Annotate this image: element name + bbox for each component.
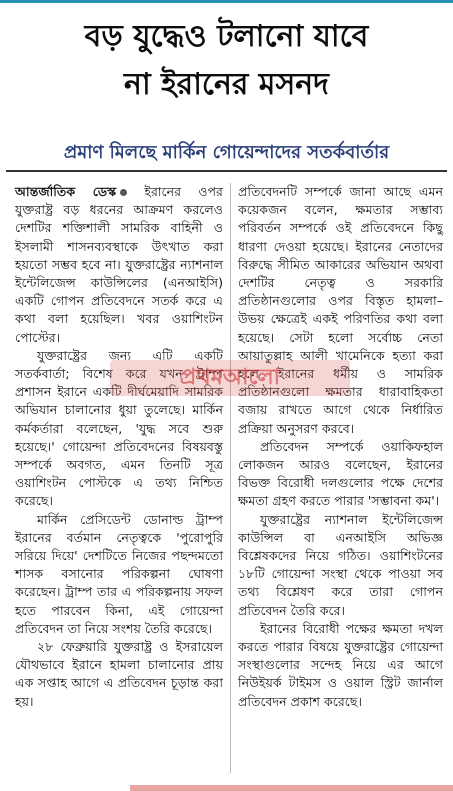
- article-column-left: [15, 183, 223, 711]
- subheadline: প্রমাণ মিলছে মার্কিন গোয়েন্দাদের সতর্কবার্তার: [63, 142, 390, 163]
- article-column-right: [238, 183, 443, 711]
- bullet-icon: [120, 189, 127, 196]
- paragraph: [15, 183, 223, 347]
- paragraph: প্রতিবেদনটি সম্পর্কে জানা আছে এমন কয়েকজন বলেন, ক্ষমতার সম্ভাব্য পরিবর্তন সম্পর্কে ওই প্রতিবেদনে কিছু ধারণা দেওয়া হয়েছে। ইরানের নেতাদের বিরুদ্ধে সীমিত আকারের অভিযান অথবা দেশটির নেতৃত্ব ও সরকারি প্রতিষ্ঠানগুলোর ওপর বিস্তৃত হামলা– উভয় ক্ষেত্রেই একই পরিণতির কথা বলা হয়েছে। সেটা হলো সর্বোচ্চ নেতা আয়াতুল্লাহ আলী খামেনিকে হত্যা করা হলে ইরানের ধর্মীয় ও সামরিক প্রতিষ্ঠানগুলো ক্ষমতার ধারাবাহিকতা বজায় রাখতে আগে থেকে নির্ধারিত প্রক্রিয়া অনুসরণ করবে।: [238, 184, 443, 436]
- paragraph: যুক্তরাষ্ট্রের ন্যাশনাল ইন্টেলিজেন্স কাউন্সিল বা এনআইসি অভিজ্ঞ বিশ্লেষকদের নিয়ে গঠিত। ওয়াশিংটনের ১৮টি গোয়েন্দা সংস্থা থেকে পাওয়া সব তথ্য বিশ্লেষণ করে তারা গোপন প্রতিবেদন তৈরি করে।: [238, 511, 443, 618]
- column-divider: [230, 183, 231, 773]
- dateline: আন্তর্জাতিক ডেস্ক: [15, 184, 117, 199]
- paragraph: প্রতিবেদন সম্পর্কে ওয়াকিফহাল লোকজন আরও বলেছেন, ইরানের বিভক্ত বিরোধী দলগুলোর পক্ষে দেশের ক্ষমতা গ্রহণ করতে পারার 'সম্ভাবনা কম'।: [238, 438, 443, 509]
- bottom-image-strip: [130, 785, 453, 791]
- headline-line-1: বড় যুদ্ধেও টলানো যাবে: [84, 19, 369, 54]
- paragraph-text: ইরানের ওপর যুক্তরাষ্ট্র বড় ধরনের আক্রমণ করলেও দেশটির শক্তিশালী সামরিক বাহিনী ও ইসলামী শাসনব্যবস্থাকে উৎখাত করা হয়তো সম্ভব হবে না। যুক্তরাষ্ট্রের ন্যাশনাল ইন্টেলিজেন্স কাউন্সিলের (এনআইসি) একটি গোপন প্রতিবেদনে সতর্ক করে এ কথা বলা হয়েছিল। খবর ওয়াশিংটন পোস্টের।: [15, 184, 223, 345]
- headline-line-2: না ইরানের মসনদ: [124, 67, 329, 102]
- paragraph: মার্কিন প্রেসিডেন্ট ডোনাল্ড ট্রাম্প ইরানের বর্তমান নেতৃত্বকে 'পুরোপুরি সরিয়ে দিয়ে' দেশটিতে নিজের পছন্দমতো শাসক বসানোর পরিকল্পনা ঘোষণা করেছেন। ট্রাম্প তার এ পরিকল্পনায় সফল হতে পারবেন কিনা, এই গোয়েন্দা প্রতিবেদন তা নিয়ে সংশয় তৈরি করেছে।: [15, 511, 223, 636]
- subheadline-rule: [6, 170, 447, 172]
- top-accent-rule: [0, 0, 453, 3]
- paragraph: ইরানের বিরোধী পক্ষের ক্ষমতা দখল করতে পারার বিষয়ে যুক্তরাষ্ট্রের গোয়েন্দা সংস্থাগুলোর সন্দেহ নিয়ে এর আগে নিউইয়র্ক টাইমস ও ওয়াল স্ট্রিট জার্নাল প্রতিবেদন প্রকাশ করেছে।: [238, 620, 443, 709]
- watermark-logo: প্রথমআলো: [110, 360, 350, 396]
- paragraph: যুক্তরাষ্ট্রের জন্য এটি একটি সতর্কবার্তা; বিশেষ করে যখন ট্রাম্প প্রশাসন ইরানে একটি দীর্ঘমেয়াদি সামরিক অভিযান চালানোর ধুয়া তুলেছে। মার্কিন কর্মকর্তারা বলেছেন, 'যুদ্ধ সবে শুরু হয়েছে।' গোয়েন্দা প্রতিবেদনের বিষয়বস্তু সম্পর্কে অবগত, এমন তিনটি সূত্র ওয়াশিংটন পোস্টকে এ তথ্য নিশ্চিত করেছে।: [15, 347, 223, 509]
- paragraph: ২৮ ফেব্রুয়ারি যুক্তরাষ্ট্র ও ইসরায়েল যৌথভাবে ইরানে হামলা চালানোর প্রায় এক সপ্তাহ আগে এ প্রতিবেদন চূড়ান্ত করা হয়।: [15, 639, 223, 709]
